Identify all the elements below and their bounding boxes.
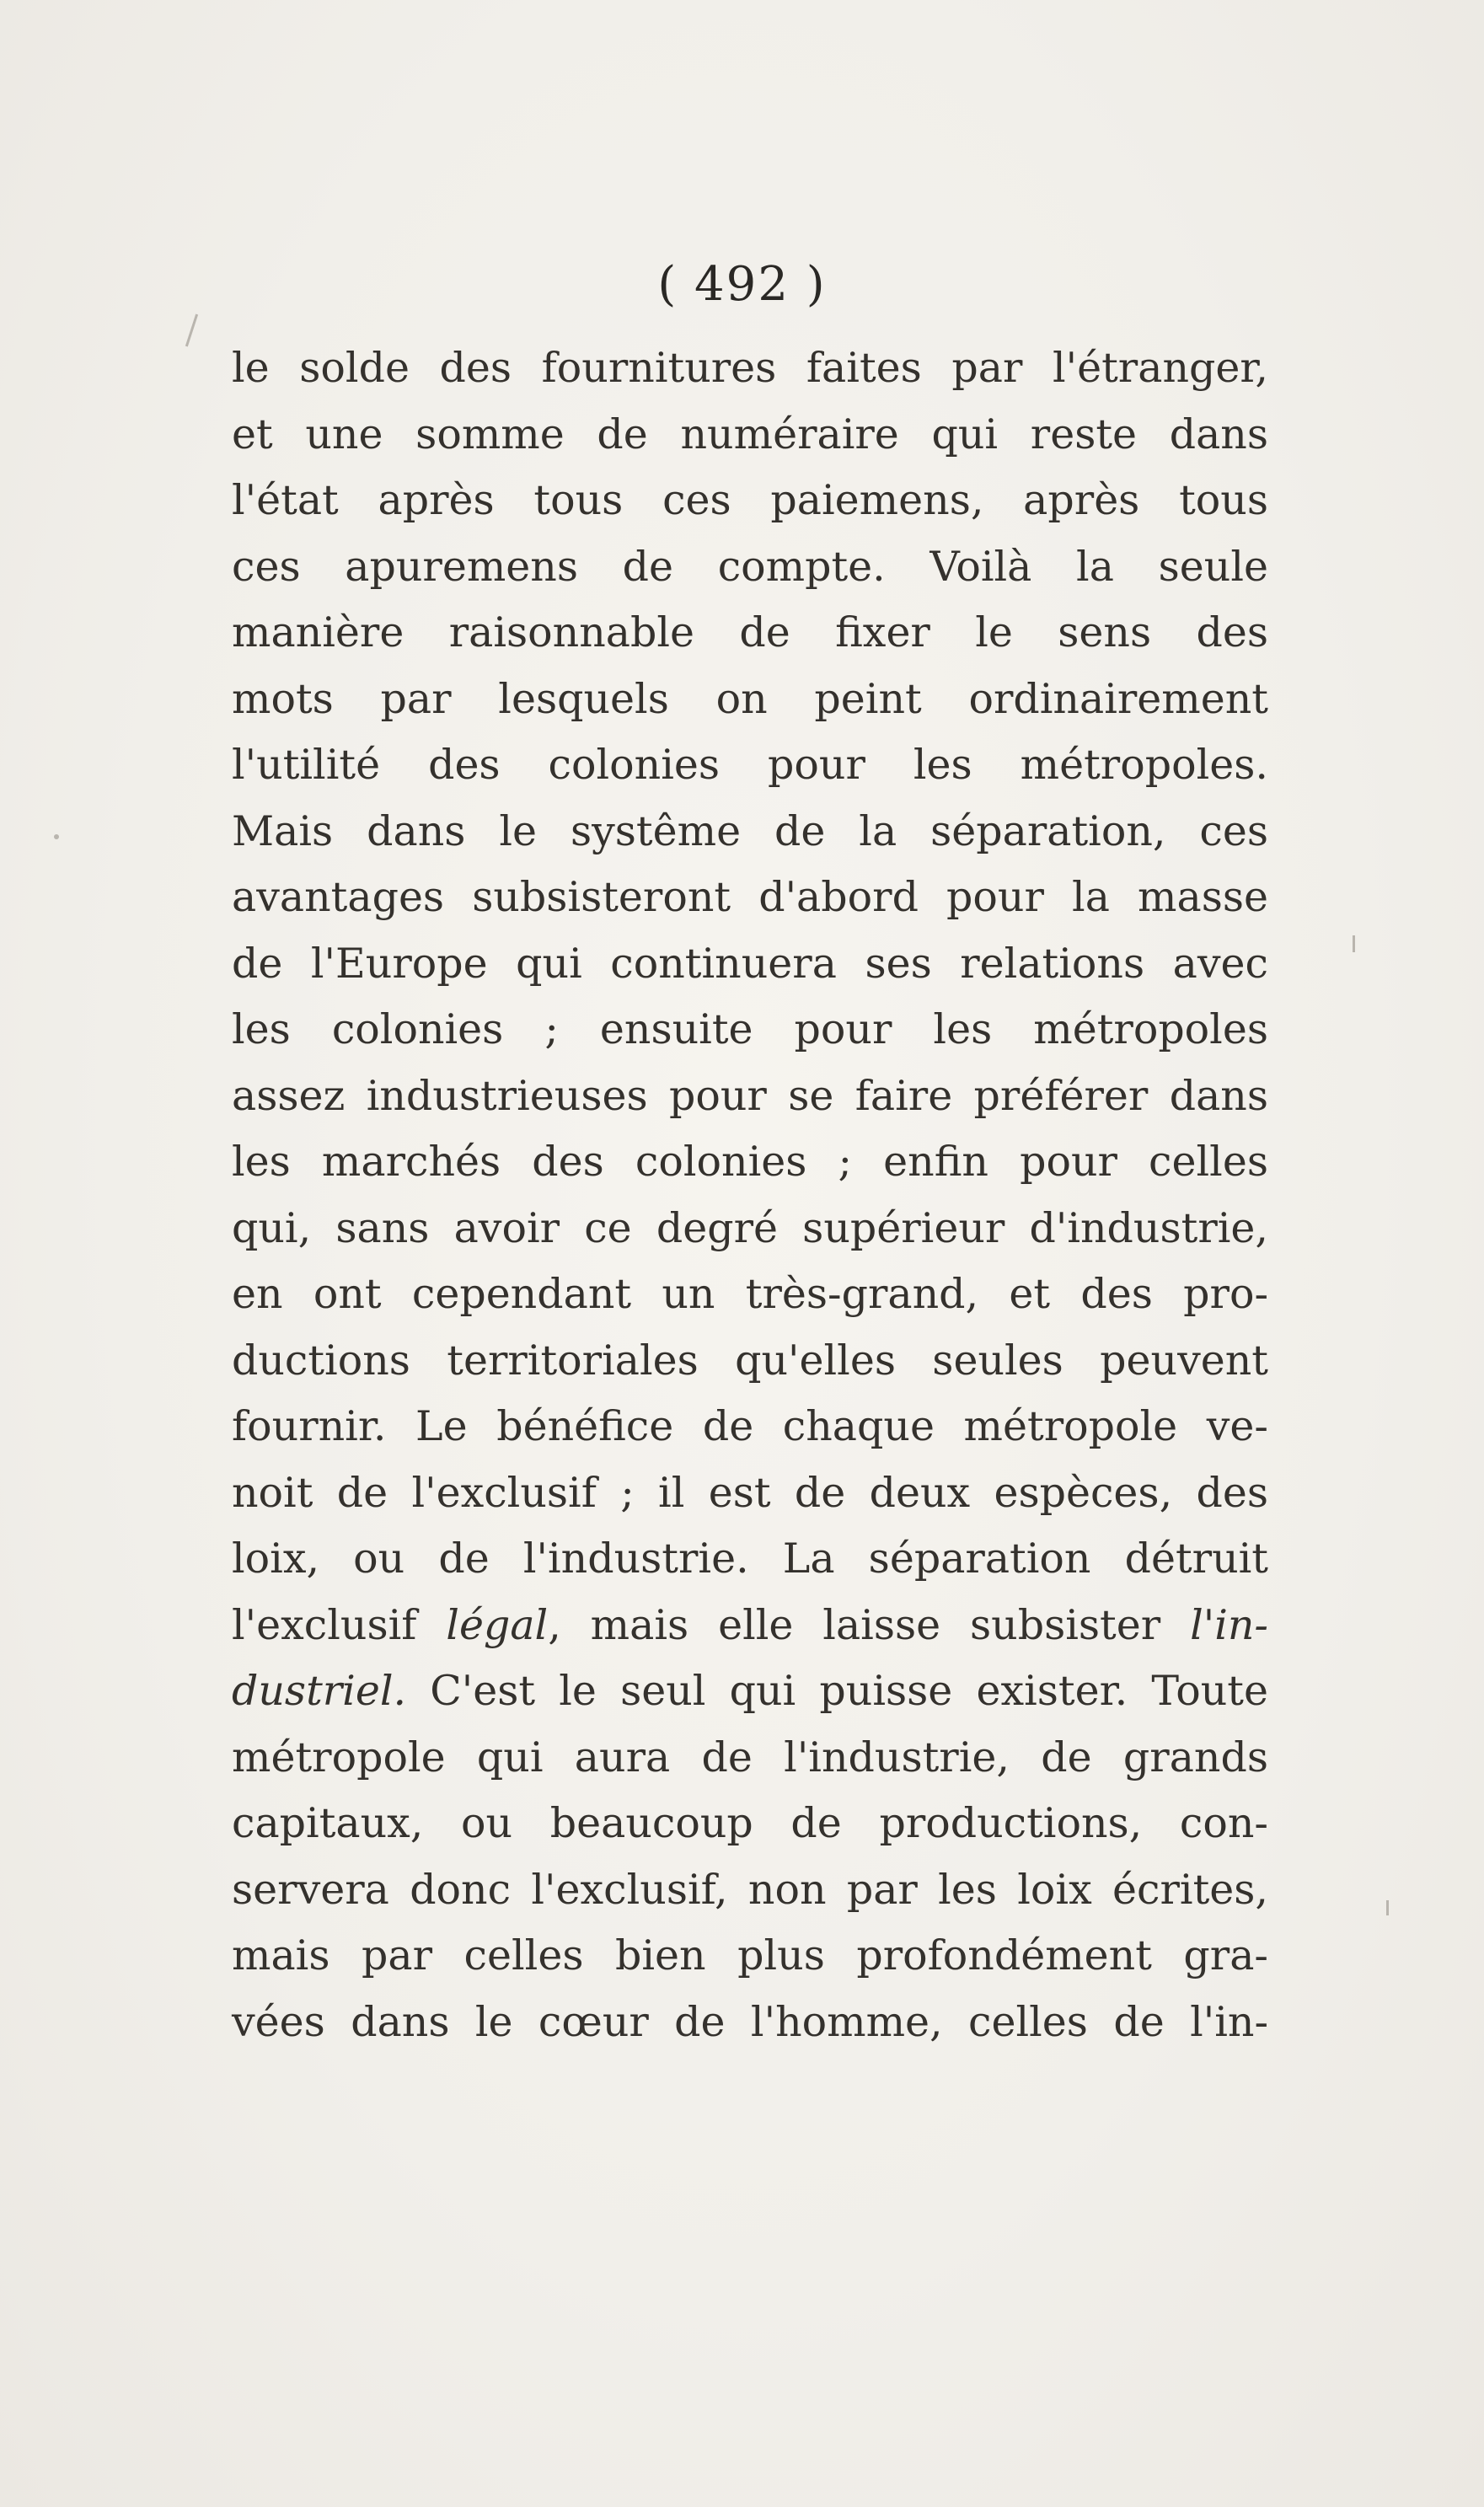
text-run: , mais elle laisse subsister [548,1600,1191,1649]
text-run: C'est le seul qui puisse exister. Toute [406,1667,1268,1715]
text-run: l'exclusif [232,1600,447,1649]
page-number-header: ( 492 ) [657,257,827,312]
margin-speck [1353,935,1355,952]
text-line: et une somme de numéraire qui reste dans [232,410,1268,458]
text-line: ductions territoriales qu'elles seules peuvent [232,1336,1268,1385]
text-line: les marchés des colonies ; enfin pour celles [232,1138,1268,1186]
text-line: noit de l'exclusif ; il est de deux espèces, des [232,1468,1268,1517]
text-line-with-italics [232,1593,1268,1659]
text-line: mais par celles bien plus profondément gra- [232,1931,1268,1979]
text-line: en ont cependant un très-grand, et des pro- [232,1270,1268,1318]
margin-speck [54,834,59,839]
text-line: le solde des fournitures faites par l'étranger, [232,344,1268,392]
text-line: vées dans le cœur de l'homme, celles de l'in- [232,1997,1268,2046]
text-line: l'utilité des colonies pour les métropoles. [232,741,1268,789]
text-line-with-italics [232,1658,1268,1725]
text-line: avantages subsisteront d'abord pour la masse [232,873,1268,921]
text-line: fournir. Le bénéfice de chaque métropole ve- [232,1402,1268,1450]
text-line: métropole qui aura de l'industrie, de grands [232,1733,1268,1781]
italic-run: légal [446,1600,549,1649]
text-line: capitaux, ou beaucoup de productions, con- [232,1799,1268,1847]
text-line: de l'Europe qui continuera ses relations avec [232,939,1268,988]
text-line: mots par lesquels on peint ordinairement [232,674,1268,723]
text-line: Mais dans le systême de la séparation, ces [232,806,1268,855]
text-line: assez industrieuses pour se faire préférer dans [232,1071,1268,1120]
text-line: l'état après tous ces paiemens, après tous [232,476,1268,524]
text-line: les colonies ; ensuite pour les métropoles [232,1005,1268,1053]
text-line: loix, ou de l'industrie. La séparation détruit [232,1535,1268,1583]
italic-run: dustriel. [232,1667,407,1715]
text-line: servera donc l'exclusif, non par les loix écrites, [232,1865,1268,1914]
text-line: qui, sans avoir ce degré supérieur d'industrie, [232,1203,1268,1252]
text-line: ces apuremens de compte. Voilà la seule [232,542,1268,591]
text-line: manière raisonnable de fixer le sens des [232,608,1268,656]
italic-run: l'in- [1190,1600,1268,1649]
body-text [232,335,1268,2055]
margin-speck [1386,1900,1389,1915]
margin-mark [185,314,198,347]
